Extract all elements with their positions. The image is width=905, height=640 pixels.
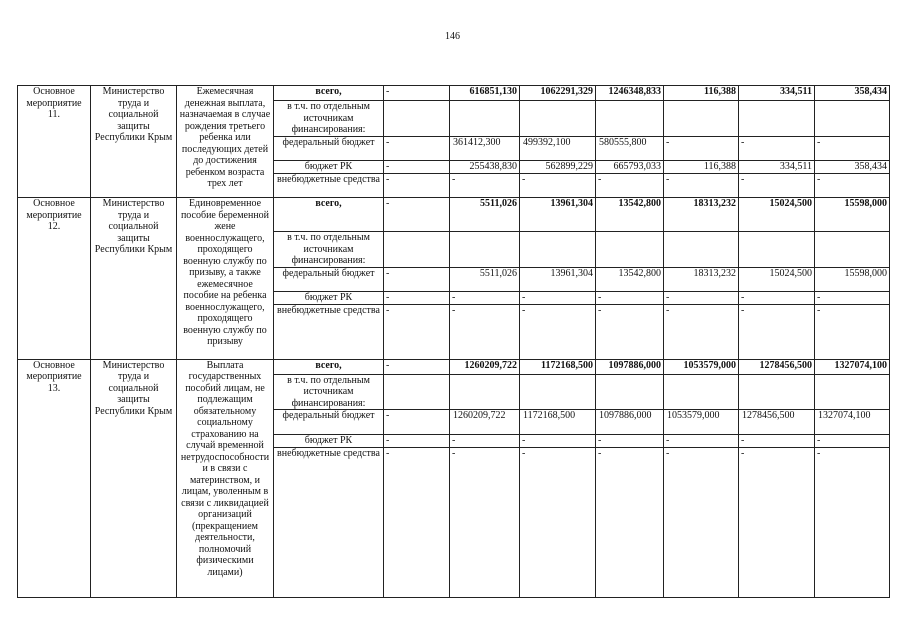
value-cell: 1097886,000: [596, 410, 664, 435]
value-cell: -: [520, 435, 596, 448]
page-number: 146: [445, 31, 460, 42]
value-cell: 1327074,100: [815, 410, 890, 435]
value-cell: 13542,800: [596, 267, 664, 291]
value-cell: [384, 101, 450, 137]
funding-source-cell: бюджет РК: [274, 435, 384, 448]
value-cell: [384, 232, 450, 268]
funding-source-cell: всего,: [274, 86, 384, 101]
value-cell: -: [384, 291, 450, 304]
value-cell: -: [739, 304, 815, 359]
value-cell: -: [384, 137, 450, 161]
value-cell: -: [384, 359, 450, 374]
value-cell: -: [596, 291, 664, 304]
value-cell: [596, 374, 664, 410]
value-cell: 562899,229: [520, 161, 596, 174]
value-cell: [520, 101, 596, 137]
value-cell: -: [450, 304, 520, 359]
funding-source-cell: бюджет РК: [274, 161, 384, 174]
value-cell: [596, 232, 664, 268]
value-cell: 580555,800: [596, 137, 664, 161]
activity-name-cell: Выплата государственных пособий лицам, не подлежащим обязательному социальному страхованию на случай временной нетрудоспособности и в связи с материнством, и лицам, уволенным в связи с ликвидацией организаций (прекращением деятельности, полномочий физическими лицами): [177, 359, 274, 598]
funding-source-cell: в т.ч. по отдельным источникам финансирования:: [274, 232, 384, 268]
value-cell: 1278456,500: [739, 359, 815, 374]
funding-source-cell: внебюджетные средства: [274, 174, 384, 198]
value-cell: 18313,232: [664, 267, 739, 291]
value-cell: -: [384, 304, 450, 359]
value-cell: 616851,130: [450, 86, 520, 101]
value-cell: 1278456,500: [739, 410, 815, 435]
main-activity-cell: Основное мероприятие 13.: [18, 359, 91, 598]
value-cell: -: [520, 448, 596, 598]
value-cell: -: [520, 291, 596, 304]
value-cell: -: [450, 448, 520, 598]
value-cell: 13961,304: [520, 198, 596, 232]
value-cell: [739, 232, 815, 268]
value-cell: -: [450, 291, 520, 304]
table-row: [18, 86, 890, 101]
funding-source-cell: бюджет РК: [274, 291, 384, 304]
value-cell: 1053579,000: [664, 359, 739, 374]
value-cell: -: [596, 435, 664, 448]
main-activity-cell: Основное мероприятие 12.: [18, 198, 91, 360]
budget-table: [17, 85, 890, 598]
value-cell: [450, 101, 520, 137]
executor-cell: Министерство труда и социальной защиты Республики Крым: [91, 86, 177, 198]
funding-source-cell: внебюджетные средства: [274, 304, 384, 359]
value-cell: [815, 374, 890, 410]
value-cell: -: [384, 448, 450, 598]
value-cell: 255438,830: [450, 161, 520, 174]
value-cell: -: [384, 267, 450, 291]
value-cell: [664, 374, 739, 410]
value-cell: -: [664, 448, 739, 598]
value-cell: -: [384, 198, 450, 232]
value-cell: -: [450, 174, 520, 198]
value-cell: -: [520, 174, 596, 198]
value-cell: -: [739, 137, 815, 161]
value-cell: [815, 232, 890, 268]
value-cell: -: [739, 435, 815, 448]
value-cell: -: [384, 435, 450, 448]
value-cell: 358,434: [815, 86, 890, 101]
value-cell: 665793,033: [596, 161, 664, 174]
value-cell: [450, 232, 520, 268]
value-cell: -: [815, 291, 890, 304]
executor-cell: Министерство труда и социальной защиты Республики Крым: [91, 359, 177, 598]
value-cell: -: [739, 291, 815, 304]
value-cell: 499392,100: [520, 137, 596, 161]
executor-cell: Министерство труда и социальной защиты Республики Крым: [91, 198, 177, 360]
value-cell: -: [815, 304, 890, 359]
value-cell: -: [664, 291, 739, 304]
value-cell: 1053579,000: [664, 410, 739, 435]
value-cell: -: [664, 435, 739, 448]
value-cell: 334,511: [739, 161, 815, 174]
value-cell: [450, 374, 520, 410]
funding-source-cell: внебюджетные средства: [274, 448, 384, 598]
value-cell: -: [384, 410, 450, 435]
value-cell: [384, 374, 450, 410]
value-cell: 15598,000: [815, 198, 890, 232]
value-cell: -: [596, 304, 664, 359]
value-cell: -: [739, 448, 815, 598]
value-cell: 1260209,722: [450, 359, 520, 374]
value-cell: 1062291,329: [520, 86, 596, 101]
value-cell: 1172168,500: [520, 410, 596, 435]
value-cell: -: [815, 174, 890, 198]
value-cell: 358,434: [815, 161, 890, 174]
funding-source-cell: федеральный бюджет: [274, 410, 384, 435]
value-cell: -: [739, 174, 815, 198]
value-cell: [815, 101, 890, 137]
funding-source-cell: федеральный бюджет: [274, 137, 384, 161]
value-cell: 18313,232: [664, 198, 739, 232]
value-cell: -: [815, 137, 890, 161]
value-cell: [664, 101, 739, 137]
value-cell: [520, 232, 596, 268]
funding-source-cell: в т.ч. по отдельным источникам финансирования:: [274, 374, 384, 410]
value-cell: -: [596, 174, 664, 198]
table-row: [18, 359, 890, 374]
value-cell: -: [815, 448, 890, 598]
funding-source-cell: всего,: [274, 359, 384, 374]
value-cell: 1260209,722: [450, 410, 520, 435]
activity-name-cell: Единовременное пособие беременной жене военнослужащего, проходящего военную службу по призыву, а также ежемесячное пособие на ребенка военнослужащего, проходящего военную службу по призыву: [177, 198, 274, 360]
table-row: [18, 198, 890, 232]
value-cell: -: [384, 174, 450, 198]
value-cell: -: [664, 304, 739, 359]
value-cell: 1246348,833: [596, 86, 664, 101]
value-cell: 116,388: [664, 161, 739, 174]
value-cell: [664, 232, 739, 268]
value-cell: 15598,000: [815, 267, 890, 291]
value-cell: [739, 101, 815, 137]
value-cell: 1327074,100: [815, 359, 890, 374]
value-cell: -: [815, 435, 890, 448]
value-cell: -: [520, 304, 596, 359]
value-cell: -: [664, 137, 739, 161]
value-cell: 1097886,000: [596, 359, 664, 374]
value-cell: 361412,300: [450, 137, 520, 161]
value-cell: 1172168,500: [520, 359, 596, 374]
value-cell: -: [384, 86, 450, 101]
value-cell: -: [664, 174, 739, 198]
main-activity-cell: Основное мероприятие 11.: [18, 86, 91, 198]
funding-source-cell: в т.ч. по отдельным источникам финансирования:: [274, 101, 384, 137]
value-cell: [739, 374, 815, 410]
value-cell: 15024,500: [739, 198, 815, 232]
value-cell: 5511,026: [450, 267, 520, 291]
funding-source-cell: всего,: [274, 198, 384, 232]
funding-source-cell: федеральный бюджет: [274, 267, 384, 291]
value-cell: [520, 374, 596, 410]
value-cell: -: [450, 435, 520, 448]
value-cell: 13542,800: [596, 198, 664, 232]
value-cell: -: [596, 448, 664, 598]
activity-name-cell: Ежемесячная денежная выплата, назначаемая в случае рождения третьего ребенка или последующих детей до достижения ребенком возраста трех лет: [177, 86, 274, 198]
value-cell: 15024,500: [739, 267, 815, 291]
value-cell: -: [384, 161, 450, 174]
value-cell: 13961,304: [520, 267, 596, 291]
value-cell: 5511,026: [450, 198, 520, 232]
value-cell: 116,388: [664, 86, 739, 101]
value-cell: [596, 101, 664, 137]
value-cell: 334,511: [739, 86, 815, 101]
